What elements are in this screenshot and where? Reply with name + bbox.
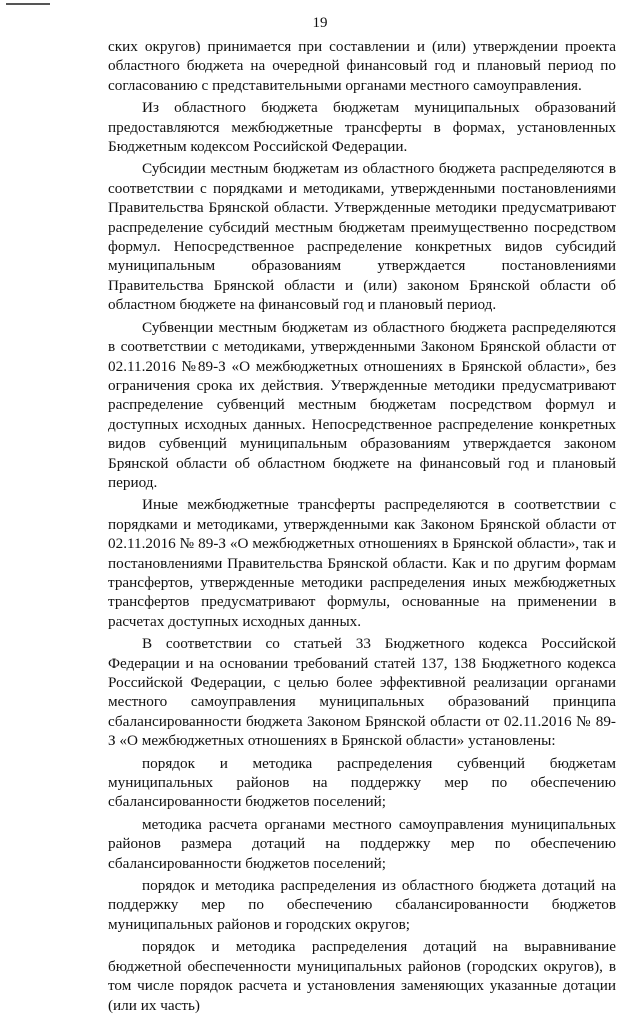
paragraph-transfers-forms: Из областного бюджета бюджетам муниципальных образований предоставляются межбюджетные трансферты в формах, установленных Бюджетным кодексом Российской Федерации. [108,99,616,156]
body-text [108,37,616,1018]
list-item: методика расчета органами местного самоуправления муниципальных районов размера дотаций на поддержку мер по обеспечению сбалансированности бюджетов поселений; [108,815,616,872]
page-number: 19 [312,15,328,31]
list-item: порядок и методика распределения из областного бюджета дотаций на поддержку мер по обеспечению сбалансированности бюджетов муниципальных районов и городских округов; [108,877,616,933]
list-item: порядок и методика распределения дотаций на выравнивание бюджетной обеспеченности муниципальных районов (городских округов), в том числе порядок расчета и установления заменяющих указанные дотации (или их часть) [108,938,616,1014]
list-item: порядок и методика распределения субвенций бюджетам муниципальных районов на поддержку мер по обеспечению сбалансированности бюджетов поселений; [108,754,616,811]
paragraph-subsidies: Субсидии местным бюджетам из областного бюджета распределяются в соответствии с порядками и методиками, утвержденными постановлениями Правительства Брянской области. Утвержденные методики предусматривают распределение субсидий местным бюджетам преимущественно посредством формул. Непосредственное распределение конкретных видов субсидий муниципальным образованиям утверждается постановлениями Правительства Брянской области и (или) законом Брянской области об областном бюджете на финансовый год и плановый период. [108,160,616,314]
paragraph-subventions: Субвенции местным бюджетам из областного бюджета распределяются в соответствии с методиками, утвержденными Законом Брянской области от 02.11.2016 №89-З «О межбюджетных отношениях в Брянской области», без ограничения срока их действия. Утвержденные методики предусматривают распределение субвенций местным бюджетам посредством формул и доступных исходных данных. Непосредственное распределение конкретных видов субвенций муниципальным образованиям утверждается законом Брянской области об областном бюджете на финансовый год и плановый период. [108,318,616,491]
scan-edge-mark [6,3,50,5]
paragraph-other-transfers: Иные межбюджетные трансферты распределяются в соответствии с порядками и методиками, утвержденными как Законом Брянской области от 02.11.2016 № 89-З «О межбюджетных отношениях в Брянской области», так и постановлениями Правительства Брянской области. Как и по другим формам трансфертов, утвержденные методики распределения иных межбюджетных трансфертов предусматривают формулы, основанные на применении в расчетах доступных исходных данных. [108,496,616,630]
paragraph-article-33: В соответствии со статьей 33 Бюджетного кодекса Российской Федерации и на основании требований статей 137, 138 Бюджетного кодекса Российской Федерации, с целью более эффективной реализации органами местного самоуправления муниципальных образований принципа сбалансированности бюджета Законом Брянской области от 02.11.2016 № 89-З «О межбюджетных отношениях в Брянской области» установлены: [108,635,616,750]
paragraph-continuation: ских округов) принимается при составлении и (или) утверждении проекта областного бюджета на очередной финансовый год и плановый период по согласованию с представительными органами местного самоуправления. [108,38,616,94]
